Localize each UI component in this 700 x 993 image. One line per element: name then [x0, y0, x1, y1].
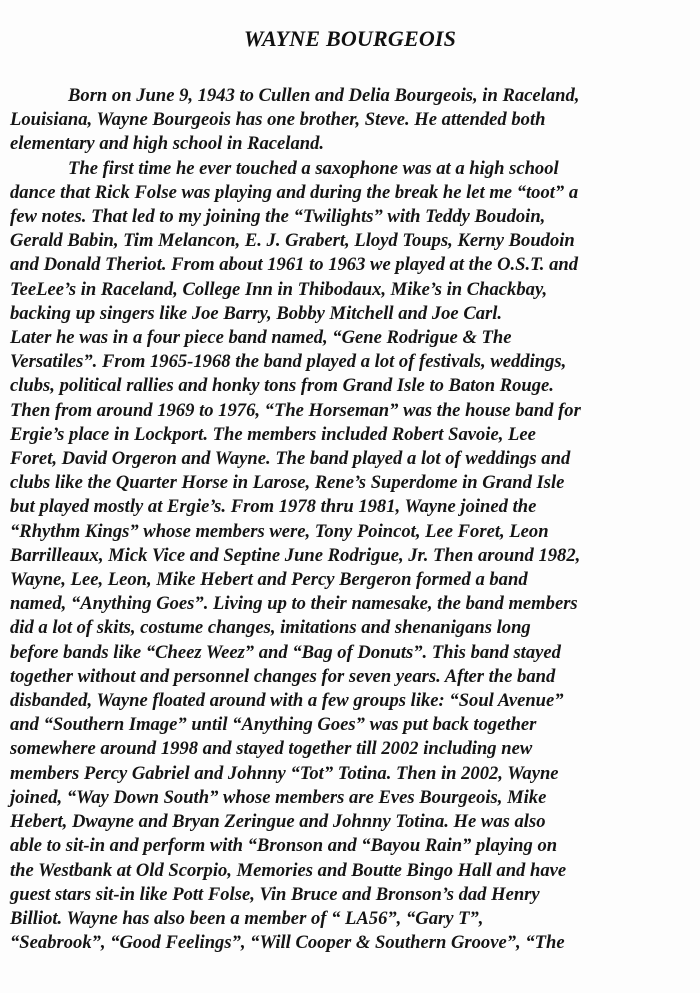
- text-line: Louisiana, Wayne Bourgeois has one brother, Steve. He attended both: [10, 109, 546, 131]
- text-line: dance that Rick Folse was playing and during the break he let me “toot” a: [10, 181, 579, 203]
- text-line: guest stars sit-in like Pott Folse, Vin Bruce and Bronson’s dad Henry: [10, 883, 540, 905]
- text-line: “Rhythm Kings” whose members were, Tony Poincot, Lee Foret, Leon: [10, 520, 549, 542]
- text-line: Foret, David Orgeron and Wayne. The band played a lot of weddings and: [10, 448, 571, 470]
- text-line: Gerald Babin, Tim Melancon, E. J. Grabert, Lloyd Toups, Kerny Boudoin: [10, 230, 575, 252]
- text-line: The first time he ever touched a saxophone was at a high school: [68, 157, 559, 179]
- text-line: named, “Anything Goes”. Living up to their namesake, the band members: [10, 593, 578, 615]
- text-line: few notes. That led to my joining the “Twilights” with Teddy Boudoin,: [10, 206, 546, 228]
- text-line: able to sit-in and perform with “Bronson and “Bayou Rain” playing on: [10, 835, 558, 857]
- text-line: clubs like the Quarter Horse in Larose, Rene’s Superdome in Grand Isle: [10, 472, 565, 494]
- text-line: together without and personnel changes for seven years. After the band: [10, 665, 556, 687]
- text-line: Ergie’s place in Lockport. The members included Robert Savoie, Lee: [10, 423, 536, 445]
- text-line: elementary and high school in Raceland.: [10, 133, 325, 155]
- text-line: Born on June 9, 1943 to Cullen and Delia Bourgeois, in Raceland,: [68, 85, 580, 106]
- text-line: joined, “Way Down South” whose members are Eves Bourgeois, Mike: [10, 786, 547, 808]
- text-line: Later he was in a four piece band named, “Gene Rodrigue & The: [10, 327, 512, 349]
- text-line: members Percy Gabriel and Johnny “Tot” Totina. Then in 2002, Wayne: [10, 762, 559, 784]
- text-line: the Westbank at Old Scorpio, Memories and Boutte Bingo Hall and have: [10, 859, 567, 881]
- text-line: disbanded, Wayne floated around with a few groups like: “Soul Avenue”: [10, 690, 564, 712]
- text-line: Barrilleaux, Mick Vice and Septine June Rodrigue, Jr. Then around 1982,: [10, 544, 581, 566]
- page-title: WAYNE BOURGEOIS: [243, 26, 457, 51]
- text-line: “Seabrook”, “Good Feelings”, “Will Cooper & Southern Groove”, “The: [10, 932, 565, 954]
- text-line: Then from around 1969 to 1976, “The Horseman” was the house band for: [10, 399, 581, 421]
- biography-text: [10, 84, 700, 955]
- text-line: and Donald Theriot. From about 1961 to 1963 we played at the O.S.T. and: [10, 254, 579, 276]
- text-line: Billiot. Wayne has also been a member of “ LA56”, “Gary T”,: [10, 907, 484, 929]
- text-line: somewhere around 1998 and stayed together till 2002 including new: [10, 738, 533, 760]
- text-line: Wayne, Lee, Leon, Mike Hebert and Percy Bergeron formed a band: [10, 569, 528, 591]
- text-line: before bands like “Cheez Weez” and “Bag of Donuts”. This band stayed: [10, 641, 561, 663]
- text-line: clubs, political rallies and honky tons from Grand Isle to Baton Rouge.: [10, 375, 554, 397]
- text-line: and “Southern Image” until “Anything Goes” was put back together: [10, 714, 537, 736]
- text-line: did a lot of skits, costume changes, imitations and shenanigans long: [10, 617, 531, 639]
- text-line: TeeLee’s in Raceland, College Inn in Thibodaux, Mike’s in Chackbay,: [10, 278, 548, 300]
- text-line: but played mostly at Ergie’s. From 1978 thru 1981, Wayne joined the: [10, 496, 537, 518]
- text-line: backing up singers like Joe Barry, Bobby Mitchell and Joe Carl.: [10, 302, 503, 324]
- text-line: Hebert, Dwayne and Bryan Zeringue and Johnny Totina. He was also: [10, 811, 546, 833]
- text-line: Versatiles”. From 1965-1968 the band played a lot of festivals, weddings,: [10, 351, 567, 373]
